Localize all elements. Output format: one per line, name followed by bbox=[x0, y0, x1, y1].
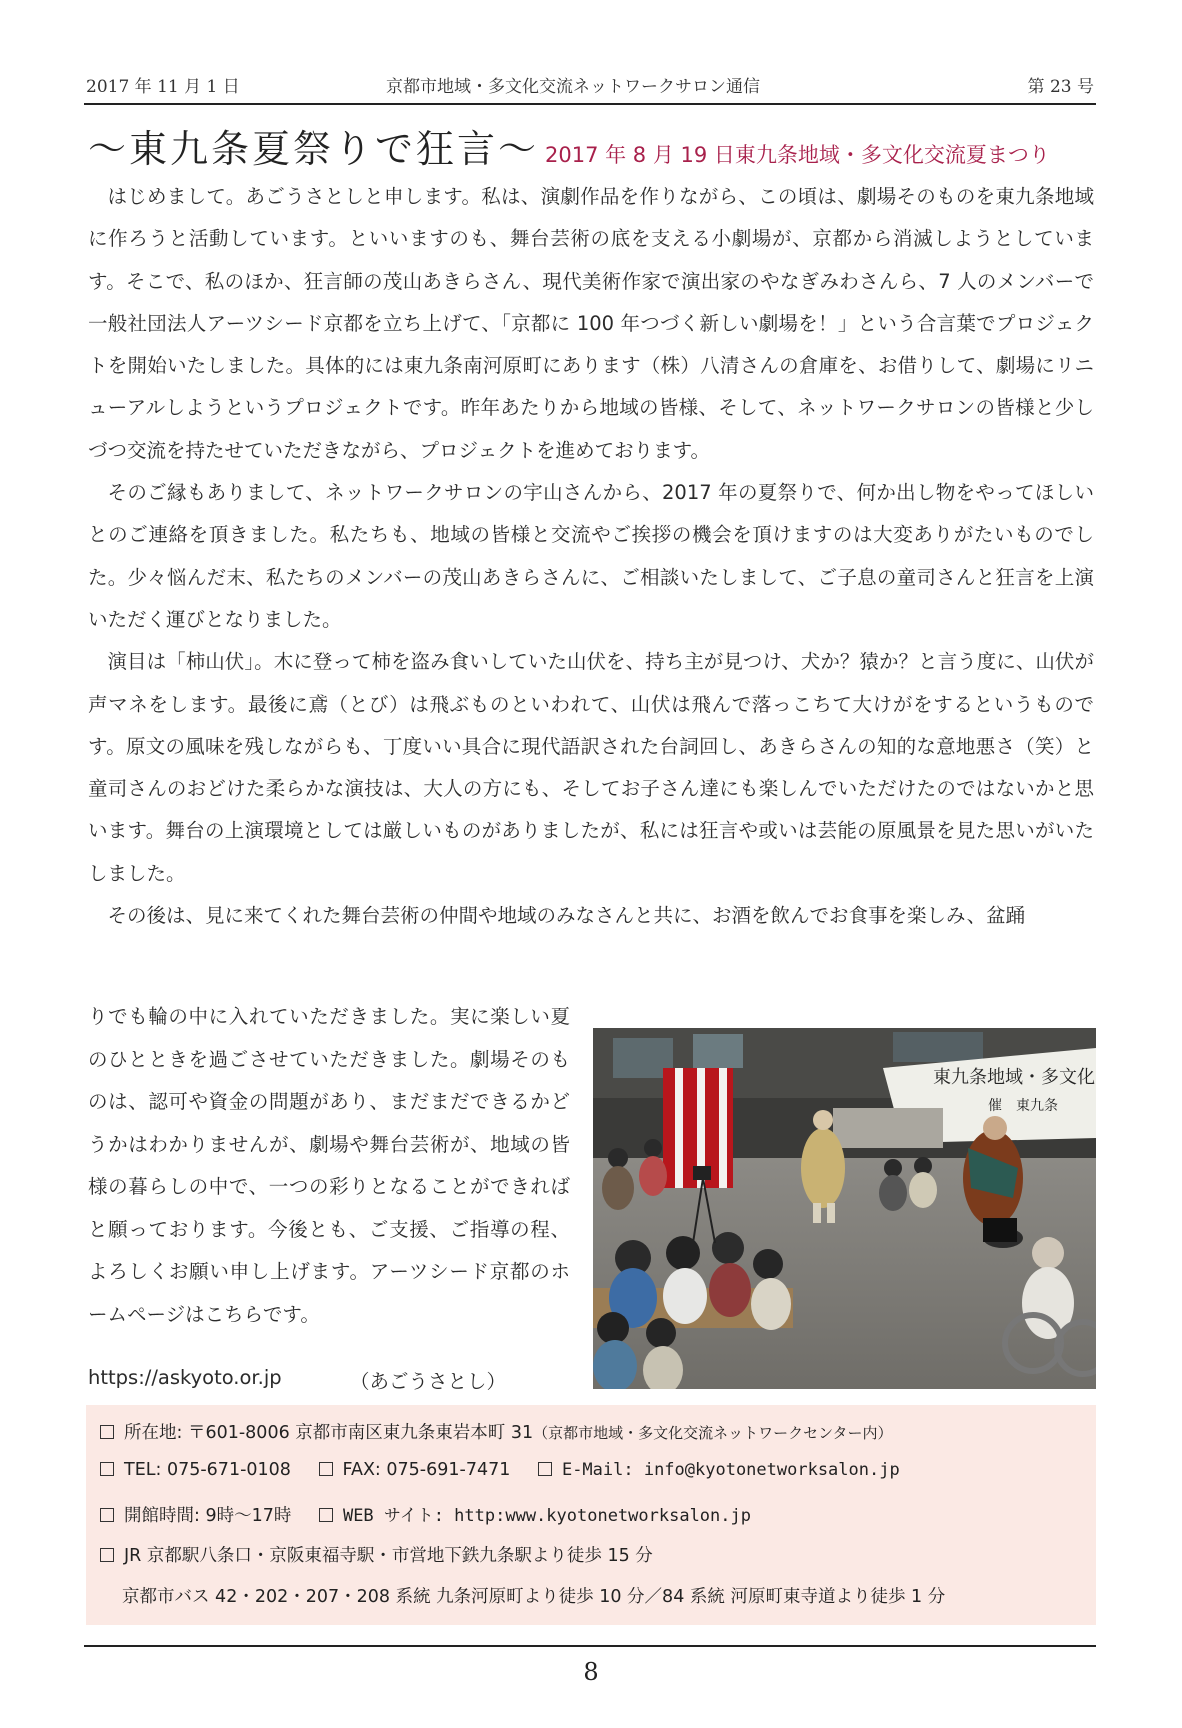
performance-photo-image bbox=[593, 1028, 1096, 1389]
article-title: ～東九条夏祭りで狂言～ bbox=[88, 127, 540, 171]
article-title-row bbox=[88, 118, 1098, 174]
checkbox-icon bbox=[100, 1508, 114, 1522]
paragraph-4-start: その後は、見に来てくれた舞台芸術の仲間や地域のみなさんと共に、お酒を飲んでお食事を楽しみ、盆踊 bbox=[107, 904, 1026, 928]
info-contact-line bbox=[100, 1460, 900, 1480]
paragraph-3: 演目は「柿山伏」。木に登って柿を盗み食いしていた山伏を、持ち主が見つけ、犬か？猿か？と言う度に、山伏が声マネをします。最後に鳶（とび）は飛ぶものといわれて、山伏は飛んで落っこちて大けがをするというものです。原文の風味を残しながらも、丁度いい具合に現代語訳された台詞回し、あきらさんの知的な意地悪さ（笑）と童司さんのおどけた柔らかな演技は、大人の方にも、そしてお子さん達にも楽しんでいただけたのではないかと思います。舞台の上演環境としては厳しいものがありましたが、私には狂言や或いは芸能の原風景を見た思いがいたしました。 bbox=[88, 650, 1094, 885]
info-access-train: JR 京都駅八条口・京阪東福寺駅・市営地下鉄九条駅より徒歩 15 分 bbox=[124, 1546, 653, 1566]
article-body bbox=[88, 176, 1094, 937]
article-subtitle: 2017 年 8 月 19 日東九条地域・多文化交流夏まつり bbox=[545, 143, 1050, 167]
info-fax: FAX: 075-691-7471 bbox=[342, 1460, 511, 1480]
article-body-column bbox=[88, 996, 570, 1336]
info-access-bus: 京都市バス 42・202・207・208 系統 九条河原町より徒歩 10 分／84 系統 河原町東寺道より徒歩 1 分 bbox=[122, 1587, 946, 1607]
checkbox-icon bbox=[319, 1462, 333, 1476]
paragraph-4-rest: りでも輪の中に入れていただきました。実に楽しい夏のひとときを過ごさせていただきました。劇場そのものは、認可や資金の問題があり、まだまだできるかどうかはわかりませんが、劇場や舞台芸術が、地域の皆様の暮らしの中で、一つの彩りとなることができればと願っております。今後とも、ご支援、ご指導の程、よろしくお願い申し上げます。アーツシード京都のホームページはこちらです。 bbox=[88, 1005, 570, 1326]
banner-text-1: 東九条地域・多文化 bbox=[933, 1067, 1095, 1088]
checkbox-icon bbox=[100, 1462, 114, 1476]
paragraph-2: そのご縁もありまして、ネットワークサロンの宇山さんから、2017 年の夏祭りで、何か出し物をやってほしいとのご連絡を頂きました。私たちも、地域の皆様と交流やご挨拶の機会を頂けますのは大変ありがたいものでした。少々悩んだ末、私たちのメンバーの茂山あきらさんに、ご相談いたしまして、ご子息の童司さんと狂言を上演いただく運びとなりました。 bbox=[88, 481, 1094, 631]
info-access-bus-line bbox=[122, 1583, 945, 1608]
info-access-train-line bbox=[100, 1542, 653, 1567]
author-signature: （あごうさとし） bbox=[350, 1370, 507, 1393]
checkbox-icon bbox=[319, 1508, 333, 1522]
header-issue-number: 第 23 号 bbox=[1027, 77, 1094, 97]
info-hours-line bbox=[100, 1501, 751, 1527]
header-newsletter-name: 京都市地域・多文化交流ネットワークサロン通信 bbox=[386, 77, 760, 97]
website-url-link[interactable]: https://askyoto.or.jp bbox=[88, 1366, 282, 1389]
info-email[interactable]: E-Mail: info@kyotonetworksalon.jp bbox=[561, 1460, 900, 1480]
header-date: 2017 年 11 月 1 日 bbox=[86, 77, 240, 97]
info-address-line bbox=[100, 1419, 893, 1444]
contact-info-box bbox=[86, 1405, 1096, 1625]
performance-photo bbox=[593, 1028, 1096, 1389]
page-number: 8 bbox=[583, 1658, 599, 1686]
checkbox-icon bbox=[100, 1425, 114, 1439]
page-header bbox=[86, 66, 1094, 96]
checkbox-icon bbox=[100, 1548, 114, 1562]
info-address: 所在地: 〒601-8006 京都市南区東九条東岩本町 31 bbox=[124, 1423, 534, 1443]
info-address-note: （京都市地域・多文化交流ネットワークセンター内） bbox=[533, 1424, 893, 1442]
paragraph-1: はじめまして。あごうさとしと申します。私は、演劇作品を作りながら、この頃は、劇場そのものを東九条地域に作ろうと活動しています。といいますのも、舞台芸術の底を支える小劇場が、京都から消滅しようとしています。そこで、私のほか、狂言師の茂山あきらさん、現代美術作家で演出家のやなぎみわさんら、7 人のメンバーで一般社団法人アーツシード京都を立ち上げて、「京都に 100 年つづく新しい劇場を！」という合言葉でプロジェクトを開始いたしました。具体的には東九条南河原町にあります（株）八清さんの倉庫を、お借りして、劇場にリニューアルしようというプロジェクトです。昨年あたりから地域の皆様、そして、ネットワークサロンの皆様と少しづつ交流を持たせていただきながら、プロジェクトを進めております。 bbox=[88, 185, 1094, 462]
header-rule bbox=[84, 103, 1096, 105]
info-website[interactable]: WEB サイト: http:www.kyotonetworksalon.jp bbox=[342, 1506, 751, 1526]
checkbox-icon bbox=[538, 1462, 552, 1476]
footer-rule bbox=[84, 1645, 1096, 1647]
banner-text-2: 催 東九条 bbox=[988, 1098, 1058, 1114]
url-signature-line bbox=[88, 1366, 568, 1393]
info-tel: TEL: 075-671-0108 bbox=[124, 1460, 291, 1480]
info-hours: 開館時間: 9時～17時 bbox=[124, 1506, 292, 1526]
